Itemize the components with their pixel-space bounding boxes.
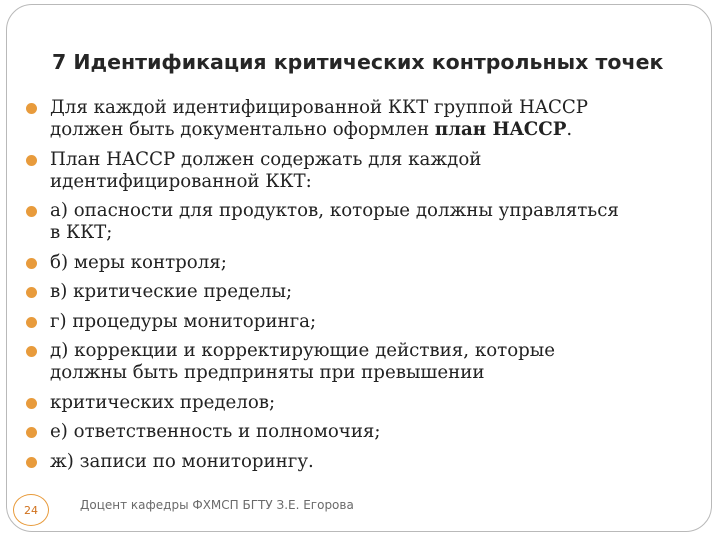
bullet-dot-icon [26, 258, 37, 269]
bullet-dot-icon [26, 103, 37, 114]
page-number: 24 [24, 503, 38, 517]
bullet-text: е) ответственность и полномочия; [50, 421, 381, 442]
bullet-text: д) коррекции и корректирующие действия, которые [50, 340, 556, 361]
bullet-item [26, 311, 706, 333]
bullet-dot-icon [26, 206, 37, 217]
bullet-text: Для каждой идентифицированной ККТ группой HACCP [50, 97, 589, 118]
bullet-dot-icon [26, 398, 37, 409]
slide-title: 7 Идентификация критических контрольных точек [52, 50, 664, 74]
bullet-item [26, 200, 706, 244]
bullet-item [26, 421, 706, 443]
bullet-list [26, 97, 706, 480]
bullet-item [26, 281, 706, 303]
bullet-dot-icon [26, 317, 37, 328]
bullet-text: План HACCP должен содержать для каждой [50, 148, 482, 170]
bullet-item [26, 252, 706, 274]
bullet-bold-text: план HACCP [434, 119, 567, 140]
bullet-item [26, 340, 706, 384]
bullet-text: идентифицированной ККТ: [50, 170, 312, 192]
bullet-dot-icon [26, 155, 37, 166]
bullet-dot-icon [26, 427, 37, 438]
bullet-text: в) критические пределы; [50, 281, 293, 302]
bullet-text: б) меры контроля; [50, 251, 227, 273]
bullet-text: критических пределов; [50, 391, 276, 413]
bullet-dot-icon [26, 457, 37, 468]
bullet-dot-icon [26, 287, 37, 298]
bullet-dot-icon [26, 346, 37, 357]
bullet-item [26, 149, 706, 193]
bullet-item [26, 97, 706, 141]
bullet-text: а) опасности для продуктов, которые должны управляться [50, 200, 619, 221]
bullet-text: должен быть документально оформлен [50, 119, 435, 140]
bullet-text: в ККТ; [50, 222, 113, 243]
bullet-text: г) процедуры мониторинга; [50, 310, 317, 332]
bullet-text: должны быть предприняты при превышении [50, 362, 485, 383]
footer-author: Доцент кафедры ФХМСП БГТУ З.Е. Егорова [80, 498, 354, 512]
bullet-text: ж) записи по мониторингу. [50, 450, 314, 472]
bullet-text: . [566, 119, 573, 140]
bullet-item [26, 451, 706, 473]
bullet-item [26, 392, 706, 414]
page-number-badge [13, 494, 49, 526]
